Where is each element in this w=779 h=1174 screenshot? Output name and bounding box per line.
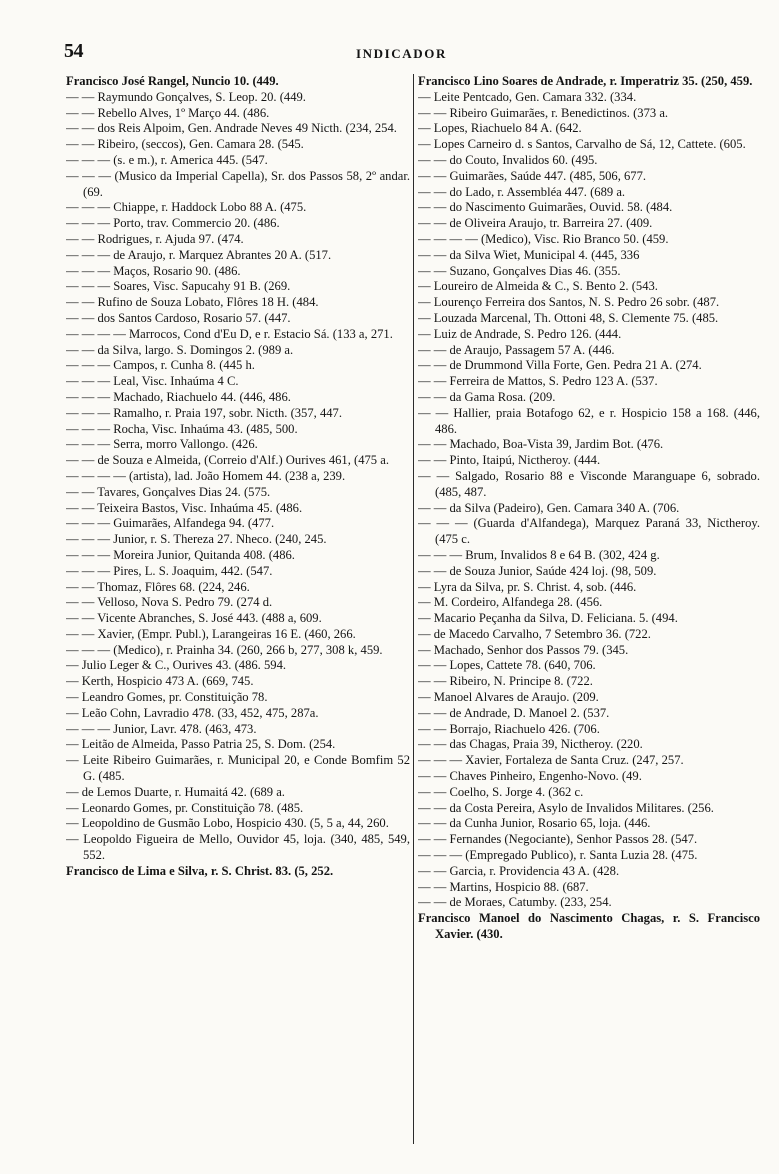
directory-entry: — Leopoldo Figueira de Mello, Ouvidor 45, loja. (340, 485, 549, 552. — [66, 832, 410, 863]
directory-entry: — — — — (artista), lad. João Homem 44. (238 a, 239. — [66, 468, 346, 483]
directory-entry: — — — — Marrocos, Cond d'Eu D, e r. Estacio Sá. (133 a, 271. — [66, 326, 393, 341]
directory-entry: Francisco de Lima e Silva, r. S. Christ. 83. (5, 252. — [66, 863, 334, 878]
directory-entry: — — — Junior, Lavr. 478. (463, 473. — [66, 721, 257, 736]
directory-entry: — Leandro Gomes, pr. Constituição 78. — [66, 690, 268, 705]
directory-entry: — Leite Ribeiro Guimarães, r. Municipal 20, e Conde Bomfim 52 G. (485. — [66, 753, 410, 784]
directory-entry: — — dos Reis Alpoim, Gen. Andrade Neves 49 Nicth. (234, 254. — [66, 121, 397, 136]
directory-entry: — — — — (Medico), Visc. Rio Branco 50. (459. — [418, 231, 669, 246]
directory-entry: — — da Gama Rosa. (209. — [418, 389, 556, 404]
directory-entry: — — do Lado, r. Assembléa 447. (689 a. — [418, 184, 626, 199]
directory-entry: — — dos Santos Cardoso, Rosario 57. (447. — [66, 310, 291, 325]
directory-entry: — — Rebello Alves, 1º Março 44. (486. — [66, 105, 270, 120]
directory-entry: Francisco Lino Soares de Andrade, r. Imperatriz 35. (250, 459. — [418, 74, 753, 88]
directory-entry: — Luiz de Andrade, S. Pedro 126. (444. — [418, 326, 622, 341]
directory-entry: — — de Oliveira Araujo, tr. Barreira 27. (409. — [418, 216, 653, 231]
directory-entry: — — Teixeira Bastos, Visc. Inhaúma 45. (486. — [66, 500, 303, 515]
directory-entry: — M. Cordeiro, Alfandega 28. (456. — [418, 595, 603, 610]
page-number: 54 — [64, 40, 83, 62]
directory-entry: — — — Ramalho, r. Praia 197, sobr. Nicth. (357, 447. — [66, 405, 342, 420]
directory-entry: — — Ferreira de Mattos, S. Pedro 123 A. (537. — [418, 374, 658, 389]
directory-entry: — — Rodrigues, r. Ajuda 97. (474. — [66, 231, 244, 246]
directory-entry: — — — Guimarães, Alfandega 94. (477. — [66, 516, 275, 531]
directory-entry: — — Raymundo Gonçalves, S. Leop. 20. (449. — [66, 89, 306, 104]
directory-entry: — — — Soares, Visc. Sapucahy 91 B. (269. — [66, 279, 291, 294]
directory-entry: — — Pinto, Itaipú, Nictheroy. (444. — [418, 453, 601, 468]
directory-entry: — — — de Araujo, r. Marquez Abrantes 20 A. (517. — [66, 247, 332, 262]
directory-entry: — Machado, Senhor dos Passos 79. (345. — [418, 642, 629, 657]
directory-entry: — — — (Musico da Imperial Capella), Sr. dos Passos 58, 2º andar. (69. — [66, 168, 410, 199]
directory-entry: — — Coelho, S. Jorge 4. (362 c. — [418, 784, 584, 799]
directory-entry: — Lourenço Ferreira dos Santos, N. S. Pedro 26 sobr. (487. — [418, 295, 720, 310]
directory-entry: — — — Chiappe, r. Haddock Lobo 88 A. (475. — [66, 200, 307, 215]
directory-entry: — — — Porto, trav. Commercio 20. (486. — [66, 216, 280, 231]
directory-entry: Francisco José Rangel, Nuncio 10. (449. — [66, 74, 279, 88]
directory-entry: — — Garcia, r. Providencia 43 A. (428. — [418, 863, 620, 878]
directory-entry: — — Xavier, (Empr. Publ.), Larangeiras 16 E. (460, 266. — [66, 626, 356, 641]
directory-entry: — — — Machado, Riachuelo 44. (446, 486. — [66, 389, 291, 404]
directory-entry: — — — Campos, r. Cunha 8. (445 h. — [66, 358, 255, 373]
directory-entry: — — Vicente Abranches, S. José 443. (488 a, 609. — [66, 611, 322, 626]
directory-entry: — — do Couto, Invalidos 60. (495. — [418, 152, 598, 167]
directory-entry: — de Lemos Duarte, r. Humaitá 42. (689 a. — [66, 784, 285, 799]
directory-entry: — — de Souza Junior, Saúde 424 loj. (98, 509. — [418, 563, 657, 578]
directory-entry: — Leão Cohn, Lavradio 478. (33, 452, 475, 287a. — [66, 705, 319, 720]
directory-entry: — Leonardo Gomes, pr. Constituição 78. (485. — [66, 800, 304, 815]
directory-entry: — Lyra da Silva, pr. S. Christ. 4, sob. (446. — [418, 579, 637, 594]
directory-entry: — — Martins, Hospicio 88. (687. — [418, 879, 589, 894]
directory-entry: — Leopoldino de Gusmão Lobo, Hospicio 430. (5, 5 a, 44, 260. — [66, 816, 389, 831]
column-divider — [413, 74, 414, 1144]
directory-entry: — — — (s. e m.), r. America 445. (547. — [66, 152, 268, 167]
directory-entry: — — Hallier, praia Botafogo 62, e r. Hospicio 158 a 168. (446, 486. — [418, 405, 760, 436]
directory-entry: — — — Leal, Visc. Inhaúma 4 C. — [66, 374, 239, 389]
left-column — [66, 74, 410, 1160]
entry-columns — [66, 74, 760, 1160]
directory-entry: — — da Cunha Junior, Rosario 65, loja. (446. — [418, 816, 651, 831]
directory-entry: — Leitão de Almeida, Passo Patria 25, S. Dom. (254. — [66, 737, 336, 752]
directory-entry: — Louzada Marcenal, Th. Ottoni 48, S. Clemente 75. (485. — [418, 310, 719, 325]
directory-entry: — — de Andrade, D. Manoel 2. (537. — [418, 705, 610, 720]
directory-entry: — Macario Peçanha da Silva, D. Feliciana. 5. (494. — [418, 611, 678, 626]
directory-entry: — — Chaves Pinheiro, Engenho-Novo. (49. — [418, 769, 642, 784]
directory-entry: — — — Xavier, Fortaleza de Santa Cruz. (247, 257. — [418, 753, 684, 768]
directory-entry: — — Fernandes (Negociante), Senhor Passos 28. (547. — [418, 832, 698, 847]
directory-entry: — — de Drummond Villa Forte, Gen. Pedra 21 A. (274. — [418, 358, 702, 373]
directory-entry: — — Borrajo, Riachuelo 426. (706. — [418, 721, 600, 736]
directory-entry: — — — Brum, Invalidos 8 e 64 B. (302, 424 g. — [418, 547, 660, 562]
directory-entry: — — — (Empregado Publico), r. Santa Luzia 28. (475. — [418, 848, 698, 863]
directory-entry: — Lopes Carneiro d. s Santos, Carvalho de Sá, 12, Cattete. (605. — [418, 137, 746, 152]
right-column — [418, 74, 760, 1160]
page-header — [64, 40, 739, 64]
directory-entry: — — de Moraes, Catumby. (233, 254. — [418, 895, 612, 910]
directory-entry: — — Velloso, Nova S. Pedro 79. (274 d. — [66, 595, 273, 610]
directory-entry: — Loureiro de Almeida & C., S. Bento 2. (543. — [418, 279, 658, 294]
directory-entry: — — — Moreira Junior, Quitanda 408. (486. — [66, 547, 295, 562]
directory-entry: — Kerth, Hospicio 473 A. (669, 745. — [66, 674, 254, 689]
directory-entry: — — da Silva, largo. S. Domingos 2. (989 a. — [66, 342, 294, 357]
directory-entry: — — — Pires, L. S. Joaquim, 442. (547. — [66, 563, 273, 578]
directory-entry: — — da Costa Pereira, Asylo de Invalidos Militares. (256. — [418, 800, 714, 815]
directory-entry: — Manoel Alvares de Araujo. (209. — [418, 690, 599, 705]
directory-entry: — — Guimarães, Saúde 447. (485, 506, 677. — [418, 168, 647, 183]
directory-entry: — — de Souza e Almeida, (Correio d'Alf.) Ourives 461, (475 a. — [66, 453, 389, 468]
directory-entry: — — Machado, Boa-Vista 39, Jardim Bot. (476. — [418, 437, 664, 452]
directory-entry: — — Thomaz, Flôres 68. (224, 246. — [66, 579, 250, 594]
directory-entry: — de Macedo Carvalho, 7 Setembro 36. (722. — [418, 626, 651, 641]
directory-entry: — — — (Medico), r. Prainha 34. (260, 266 b, 277, 308 k, 459. — [66, 642, 383, 657]
directory-entry: — — — Serra, morro Vallongo. (426. — [66, 437, 258, 452]
directory-entry: — — da Silva (Padeiro), Gen. Camara 340 A. (706. — [418, 500, 680, 515]
directory-entry: — — — Junior, r. S. Thereza 27. Nheco. (240, 245. — [66, 532, 327, 547]
directory-entry: — — Rufino de Souza Lobato, Flôres 18 H. (484. — [66, 295, 319, 310]
directory-entry: — — Ribeiro Guimarães, r. Benedictinos. (373 a. — [418, 105, 669, 120]
directory-entry: — — Ribeiro, (seccos), Gen. Camara 28. (545. — [66, 137, 304, 152]
directory-entry: — — de Araujo, Passagem 57 A. (446. — [418, 342, 615, 357]
directory-entry: — — — Rocha, Visc. Inhaúma 43. (485, 500. — [66, 421, 298, 436]
directory-entry: — — Tavares, Gonçalves Dias 24. (575. — [66, 484, 271, 499]
directory-entry: — — Lopes, Cattete 78. (640, 706. — [418, 658, 596, 673]
directory-entry: — — das Chagas, Praia 39, Nictheroy. (220. — [418, 737, 643, 752]
directory-entry: — Lopes, Riachuelo 84 A. (642. — [418, 121, 582, 136]
running-head: INDICADOR — [356, 46, 447, 61]
directory-entry: — Leite Pentcado, Gen. Camara 332. (334. — [418, 89, 637, 104]
directory-entry: — — — (Guarda d'Alfandega), Marquez Paraná 33, Nictheroy. (475 c. — [418, 516, 760, 547]
directory-entry: — — do Nascimento Guimarães, Ouvid. 58. (484. — [418, 200, 673, 215]
directory-entry: — — Salgado, Rosario 88 e Visconde Maranguape 6, sobrado. (485, 487. — [418, 468, 760, 499]
directory-entry: — — — Maços, Rosario 90. (486. — [66, 263, 241, 278]
directory-entry: — — Suzano, Gonçalves Dias 46. (355. — [418, 263, 621, 278]
directory-entry: Francisco Manoel do Nascimento Chagas, r. S. Francisco Xavier. (430. — [418, 911, 760, 942]
directory-entry: — — Ribeiro, N. Principe 8. (722. — [418, 674, 593, 689]
directory-entry: — Julio Leger & C., Ourives 43. (486. 594. — [66, 658, 287, 673]
directory-entry: — — da Silva Wiet, Municipal 4. (445, 336 — [418, 247, 640, 262]
